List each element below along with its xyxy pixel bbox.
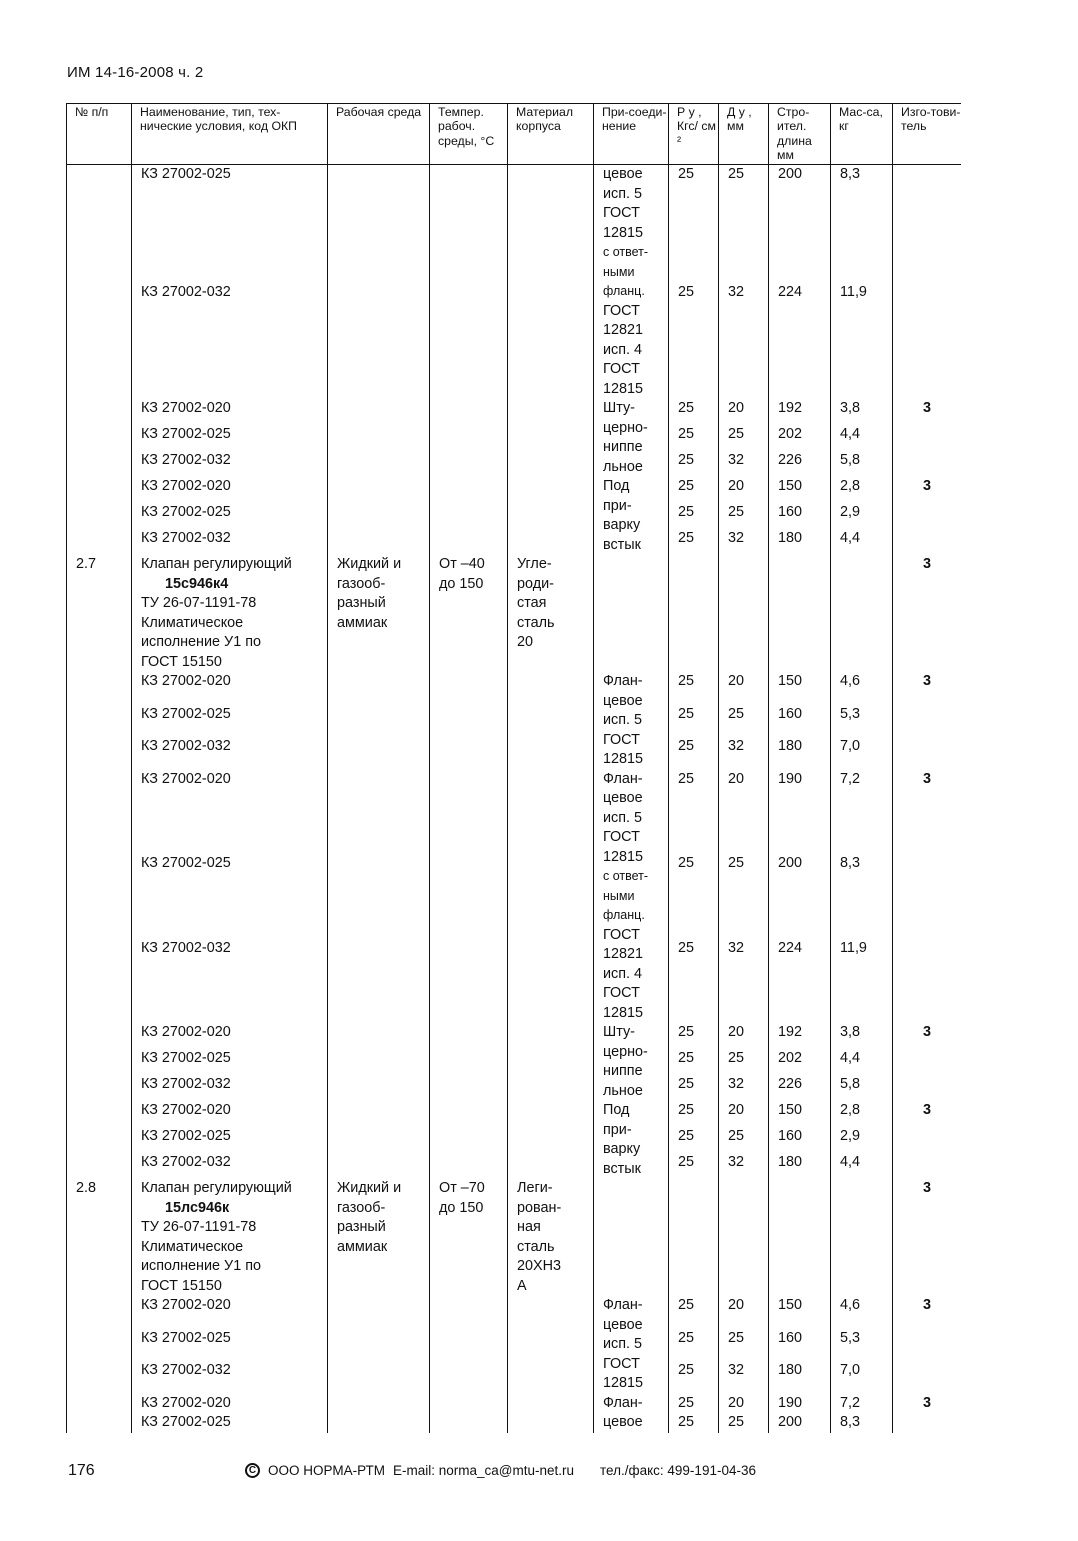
value-l: 200 — [769, 854, 831, 939]
value-d: 25 — [719, 1127, 769, 1153]
value-m: 5,3 — [831, 705, 893, 738]
connection-type — [594, 477, 669, 555]
value-d: 20 — [719, 672, 769, 705]
medium-line: Жидкий и — [337, 556, 402, 573]
material-line: Угле- — [517, 556, 552, 573]
value-m: 4,6 — [831, 672, 893, 705]
value-m: 4,4 — [831, 1049, 893, 1075]
value-l: 200 — [769, 1413, 831, 1433]
connection-type — [594, 770, 669, 1024]
connection-type — [594, 1179, 669, 1296]
item-name-line: ТУ 26-07-1191-78 — [141, 595, 257, 612]
table-row — [67, 1179, 962, 1296]
connection-line: исп. 4 — [603, 341, 643, 358]
working-medium — [328, 555, 430, 1179]
value-p: 25 — [669, 705, 719, 738]
item-code: КЗ 27002-020 — [132, 770, 328, 855]
item-name-line: ГОСТ 15150 — [141, 1277, 222, 1294]
connection-line: при- — [603, 497, 632, 514]
value-p: 25 — [669, 939, 719, 1024]
value-m: 5,8 — [831, 1075, 893, 1101]
col-header-temperature: Темпер. рабоч. среды, °С — [430, 104, 508, 165]
connection-line: 12815 — [603, 1004, 644, 1021]
value-l: 180 — [769, 529, 831, 555]
medium-line: разный — [337, 595, 386, 612]
connection-line: исп. 5 — [603, 185, 643, 202]
medium-line: Жидкий и — [337, 1180, 402, 1197]
value-d: 25 — [719, 165, 769, 284]
item-name-line: Климатическое — [141, 1238, 244, 1255]
connection-line: при- — [603, 1121, 632, 1138]
connection-line: варку — [603, 517, 641, 534]
material — [508, 555, 594, 1179]
value-d: 20 — [719, 770, 769, 855]
value-m: 3,8 — [831, 399, 893, 425]
value-d: 32 — [719, 1075, 769, 1101]
value-l: 200 — [769, 165, 831, 284]
value-d — [719, 555, 769, 672]
connection-line: фланц. — [603, 908, 645, 923]
value-p: 25 — [669, 1361, 719, 1394]
value-l: 160 — [769, 1127, 831, 1153]
item-code: КЗ 27002-032 — [132, 283, 328, 399]
value-d: 20 — [719, 1296, 769, 1329]
value-m: 2,8 — [831, 1101, 893, 1127]
working-medium — [328, 165, 430, 556]
table-body — [67, 165, 962, 1433]
maker: 3 — [893, 1394, 962, 1433]
item-code: КЗ 27002-020 — [132, 477, 328, 503]
material-line: 20 — [517, 634, 534, 651]
value-p: 25 — [669, 283, 719, 399]
value-d: 25 — [719, 705, 769, 738]
temperature — [430, 165, 508, 556]
maker: 3 — [893, 477, 962, 555]
material-line: А — [517, 1277, 527, 1294]
connection-line: встык — [603, 536, 641, 553]
connection-line: ГОСТ — [603, 731, 640, 748]
col-header-mass: Мас-са, кг — [831, 104, 893, 165]
value-p: 25 — [669, 1127, 719, 1153]
connection-line: цевое — [603, 692, 643, 709]
value-p: 25 — [669, 425, 719, 451]
connection-type — [594, 1101, 669, 1179]
value-m: 11,9 — [831, 283, 893, 399]
temperature-line: От –70 — [439, 1180, 485, 1197]
value-p: 25 — [669, 770, 719, 855]
item-code: КЗ 27002-032 — [132, 939, 328, 1024]
item-number: 2.7 — [67, 555, 132, 1179]
temperature — [430, 1179, 508, 1433]
connection-line: Флан- — [603, 1297, 643, 1314]
connection-line: 12821 — [603, 946, 644, 963]
connection-line: исп. 5 — [603, 1336, 643, 1353]
medium-line: газооб- — [337, 1199, 386, 1216]
medium-line: разный — [337, 1219, 386, 1236]
value-d: 32 — [719, 1153, 769, 1179]
copyright-icon: C — [245, 1463, 260, 1478]
item-name-line: Климатическое — [141, 614, 244, 631]
item-code: КЗ 27002-020 — [132, 1023, 328, 1049]
connection-line: ГОСТ — [603, 361, 640, 378]
value-l: 180 — [769, 1153, 831, 1179]
connection-line: исп. 4 — [603, 965, 643, 982]
connection-type — [594, 1394, 669, 1433]
temperature-line: до 150 — [439, 575, 484, 592]
item-code: КЗ 27002-025 — [132, 425, 328, 451]
value-p: 25 — [669, 1329, 719, 1362]
connection-line: 12815 — [603, 848, 644, 865]
footer — [245, 1463, 756, 1478]
item-code: КЗ 27002-020 — [132, 399, 328, 425]
connection-line: ными — [603, 888, 635, 903]
connection-line: 12821 — [603, 322, 644, 339]
value-l: 226 — [769, 1075, 831, 1101]
connection-line: ными — [603, 264, 635, 279]
value-m: 5,8 — [831, 451, 893, 477]
value-l: 190 — [769, 1394, 831, 1414]
value-d: 20 — [719, 1023, 769, 1049]
value-d: 32 — [719, 451, 769, 477]
item-code: КЗ 27002-032 — [132, 1075, 328, 1101]
item-code: КЗ 27002-032 — [132, 737, 328, 770]
connection-type — [594, 555, 669, 672]
connection-line: варку — [603, 1141, 641, 1158]
value-m — [831, 555, 893, 672]
item-code: КЗ 27002-020 — [132, 1394, 328, 1414]
connection-line: встык — [603, 1160, 641, 1177]
table-header-row — [67, 104, 962, 165]
value-m: 4,4 — [831, 1153, 893, 1179]
col-header-maker: Изго-тови-тель — [893, 104, 962, 165]
medium-line: аммиак — [337, 614, 388, 631]
working-medium — [328, 1179, 430, 1433]
value-p: 25 — [669, 399, 719, 425]
connection-line: Под — [603, 478, 630, 495]
value-l: 224 — [769, 939, 831, 1024]
value-d: 32 — [719, 737, 769, 770]
connection-line: цевое — [603, 790, 643, 807]
item-name-line: ГОСТ 15150 — [141, 653, 222, 670]
connection-line: цевое — [603, 1414, 643, 1431]
footer-company: ООО НОРМА-РТМ — [268, 1463, 385, 1478]
connection-line: 12815 — [603, 751, 644, 768]
item-code: КЗ 27002-025 — [132, 1329, 328, 1362]
value-d: 25 — [719, 425, 769, 451]
value-m: 2,9 — [831, 503, 893, 529]
value-p: 25 — [669, 165, 719, 284]
value-m: 2,8 — [831, 477, 893, 503]
value-p — [669, 1179, 719, 1296]
value-d: 20 — [719, 399, 769, 425]
connection-line: ГОСТ — [603, 1355, 640, 1372]
value-m: 8,3 — [831, 165, 893, 284]
value-l: 226 — [769, 451, 831, 477]
value-p: 25 — [669, 1394, 719, 1414]
item-code: КЗ 27002-025 — [132, 165, 328, 284]
valve-spec-table — [66, 103, 961, 1433]
value-d: 20 — [719, 1101, 769, 1127]
value-d: 25 — [719, 854, 769, 939]
value-l: 150 — [769, 1101, 831, 1127]
connection-line: 12815 — [603, 380, 644, 397]
value-p: 25 — [669, 1296, 719, 1329]
material — [508, 165, 594, 556]
table-row — [67, 165, 962, 284]
temperature — [430, 555, 508, 1179]
value-l: 180 — [769, 1361, 831, 1394]
col-header-material: Материал корпуса — [508, 104, 594, 165]
value-l — [769, 555, 831, 672]
value-l: 192 — [769, 1023, 831, 1049]
value-p: 25 — [669, 737, 719, 770]
value-d: 25 — [719, 1329, 769, 1362]
value-m: 11,9 — [831, 939, 893, 1024]
value-l: 150 — [769, 672, 831, 705]
value-d: 32 — [719, 939, 769, 1024]
value-p: 25 — [669, 451, 719, 477]
value-l: 160 — [769, 503, 831, 529]
value-m: 4,4 — [831, 529, 893, 555]
connection-line: ГОСТ — [603, 302, 640, 319]
table-row — [67, 555, 962, 672]
value-d: 32 — [719, 529, 769, 555]
col-header-length: Стро-ител. длина мм — [769, 104, 831, 165]
item-code: КЗ 27002-025 — [132, 705, 328, 738]
col-header-number: № п/п — [67, 104, 132, 165]
item-code: КЗ 27002-025 — [132, 1413, 328, 1433]
connection-line: Флан- — [603, 673, 643, 690]
value-d — [719, 1179, 769, 1296]
connection-line: ГОСТ — [603, 829, 640, 846]
connection-line: фланц. — [603, 284, 645, 299]
maker: 3 — [893, 1023, 962, 1101]
connection-line: ниппе — [603, 1063, 643, 1080]
connection-line: ГОСТ — [603, 926, 640, 943]
value-l: 150 — [769, 477, 831, 503]
value-m: 3,8 — [831, 1023, 893, 1049]
item-code: КЗ 27002-032 — [132, 1153, 328, 1179]
value-d: 25 — [719, 1413, 769, 1433]
maker: 3 — [893, 399, 962, 477]
connection-line: Шту- — [603, 400, 635, 417]
footer-email: E-mail: norma_ca@mtu-net.ru — [393, 1463, 575, 1478]
medium-line: газооб- — [337, 575, 386, 592]
maker: 3 — [893, 770, 962, 1024]
value-l: 180 — [769, 737, 831, 770]
connection-line: исп. 5 — [603, 712, 643, 729]
value-p: 25 — [669, 1075, 719, 1101]
value-m: 2,9 — [831, 1127, 893, 1153]
connection-line: ГОСТ — [603, 205, 640, 222]
value-p: 25 — [669, 529, 719, 555]
connection-type — [594, 1023, 669, 1101]
material-line: сталь — [517, 614, 555, 631]
value-l — [769, 1179, 831, 1296]
item-code: КЗ 27002-032 — [132, 451, 328, 477]
value-l: 202 — [769, 425, 831, 451]
maker: 3 — [893, 672, 962, 770]
item-code: КЗ 27002-020 — [132, 672, 328, 705]
temperature-line: От –40 — [439, 556, 485, 573]
material-line: роди- — [517, 575, 554, 592]
col-header-name: Наименование, тип, тех-нические условия, код ОКП — [132, 104, 328, 165]
value-d: 25 — [719, 1049, 769, 1075]
value-l: 224 — [769, 283, 831, 399]
value-p: 25 — [669, 1101, 719, 1127]
connection-line: с ответ- — [603, 869, 649, 884]
item-number: 2.8 — [67, 1179, 132, 1433]
item-name-line: исполнение У1 по — [141, 634, 261, 651]
value-p: 25 — [669, 1413, 719, 1433]
value-l: 192 — [769, 399, 831, 425]
item-code: КЗ 27002-025 — [132, 1049, 328, 1075]
value-m: 7,0 — [831, 1361, 893, 1394]
item-code: КЗ 27002-020 — [132, 1296, 328, 1329]
item-name — [132, 1179, 328, 1296]
connection-type — [594, 399, 669, 477]
value-p: 25 — [669, 1023, 719, 1049]
item-type-code: 15с946к4 — [165, 575, 229, 592]
page-number: 176 — [68, 1462, 95, 1479]
item-name-line: Клапан регулирующий — [141, 556, 292, 573]
maker — [893, 165, 962, 400]
item-code: КЗ 27002-032 — [132, 1361, 328, 1394]
medium-line: аммиак — [337, 1238, 388, 1255]
value-l: 160 — [769, 1329, 831, 1362]
col-header-medium: Рабочая среда — [328, 104, 430, 165]
value-l: 202 — [769, 1049, 831, 1075]
item-name-line: исполнение У1 по — [141, 1258, 261, 1275]
col-header-pressure: Р у , Кгс/ см ² — [669, 104, 719, 165]
connection-line: Шту- — [603, 1024, 635, 1041]
col-header-connection: При-соеди-нение — [594, 104, 669, 165]
material-line: рован- — [517, 1199, 562, 1216]
value-d: 25 — [719, 503, 769, 529]
connection-type — [594, 1296, 669, 1394]
maker: 3 — [893, 1101, 962, 1179]
connection-line: 12815 — [603, 1375, 644, 1392]
connection-line: цевое — [603, 166, 643, 183]
connection-line: льное — [603, 458, 643, 475]
temperature-line: до 150 — [439, 1199, 484, 1216]
item-name-line: ТУ 26-07-1191-78 — [141, 1219, 257, 1236]
value-m: 4,6 — [831, 1296, 893, 1329]
item-name — [132, 555, 328, 672]
connection-line: Под — [603, 1102, 630, 1119]
material — [508, 1179, 594, 1433]
material-line: стая — [517, 595, 547, 612]
value-m: 4,4 — [831, 425, 893, 451]
connection-line: ниппе — [603, 439, 643, 456]
spec-table-container — [66, 103, 961, 1438]
connection-line: церно- — [603, 1043, 648, 1060]
value-m: 7,2 — [831, 1394, 893, 1414]
connection-line: 12815 — [603, 224, 644, 241]
value-d: 32 — [719, 1361, 769, 1394]
connection-line: льное — [603, 1082, 643, 1099]
connection-type — [594, 165, 669, 400]
value-m: 7,2 — [831, 770, 893, 855]
value-d: 32 — [719, 283, 769, 399]
document-header: ИМ 14-16-2008 ч. 2 — [67, 64, 204, 81]
item-code: КЗ 27002-025 — [132, 1127, 328, 1153]
value-p: 25 — [669, 672, 719, 705]
connection-line: церно- — [603, 419, 648, 436]
maker: 3 — [893, 1179, 962, 1296]
value-m: 8,3 — [831, 1413, 893, 1433]
material-line: сталь — [517, 1238, 555, 1255]
material-line: 20ХН3 — [517, 1258, 562, 1275]
value-p — [669, 555, 719, 672]
value-p: 25 — [669, 503, 719, 529]
connection-line: Флан- — [603, 1394, 643, 1411]
value-l: 150 — [769, 1296, 831, 1329]
material-line: ная — [517, 1219, 541, 1236]
col-header-diameter: Д у , мм — [719, 104, 769, 165]
value-l: 190 — [769, 770, 831, 855]
value-l: 160 — [769, 705, 831, 738]
value-p: 25 — [669, 477, 719, 503]
connection-line: ГОСТ — [603, 985, 640, 1002]
item-name-line: Клапан регулирующий — [141, 1180, 292, 1197]
maker: 3 — [893, 555, 962, 672]
connection-line: Флан- — [603, 770, 643, 787]
item-type-code: 15лс946к — [165, 1199, 230, 1216]
value-d: 20 — [719, 1394, 769, 1414]
footer-phone: тел./факс: 499-191-04-36 — [600, 1463, 756, 1478]
value-p: 25 — [669, 1153, 719, 1179]
value-p: 25 — [669, 1049, 719, 1075]
item-code: КЗ 27002-025 — [132, 503, 328, 529]
connection-line: с ответ- — [603, 245, 649, 260]
value-d: 20 — [719, 477, 769, 503]
connection-type — [594, 672, 669, 770]
item-code: КЗ 27002-020 — [132, 1101, 328, 1127]
value-p: 25 — [669, 854, 719, 939]
value-m: 8,3 — [831, 854, 893, 939]
connection-line: цевое — [603, 1316, 643, 1333]
value-m — [831, 1179, 893, 1296]
value-m: 5,3 — [831, 1329, 893, 1362]
item-number — [67, 165, 132, 556]
material-line: Леги- — [517, 1180, 553, 1197]
connection-line: исп. 5 — [603, 809, 643, 826]
value-m: 7,0 — [831, 737, 893, 770]
item-code: КЗ 27002-025 — [132, 854, 328, 939]
maker: 3 — [893, 1296, 962, 1394]
item-code: КЗ 27002-032 — [132, 529, 328, 555]
